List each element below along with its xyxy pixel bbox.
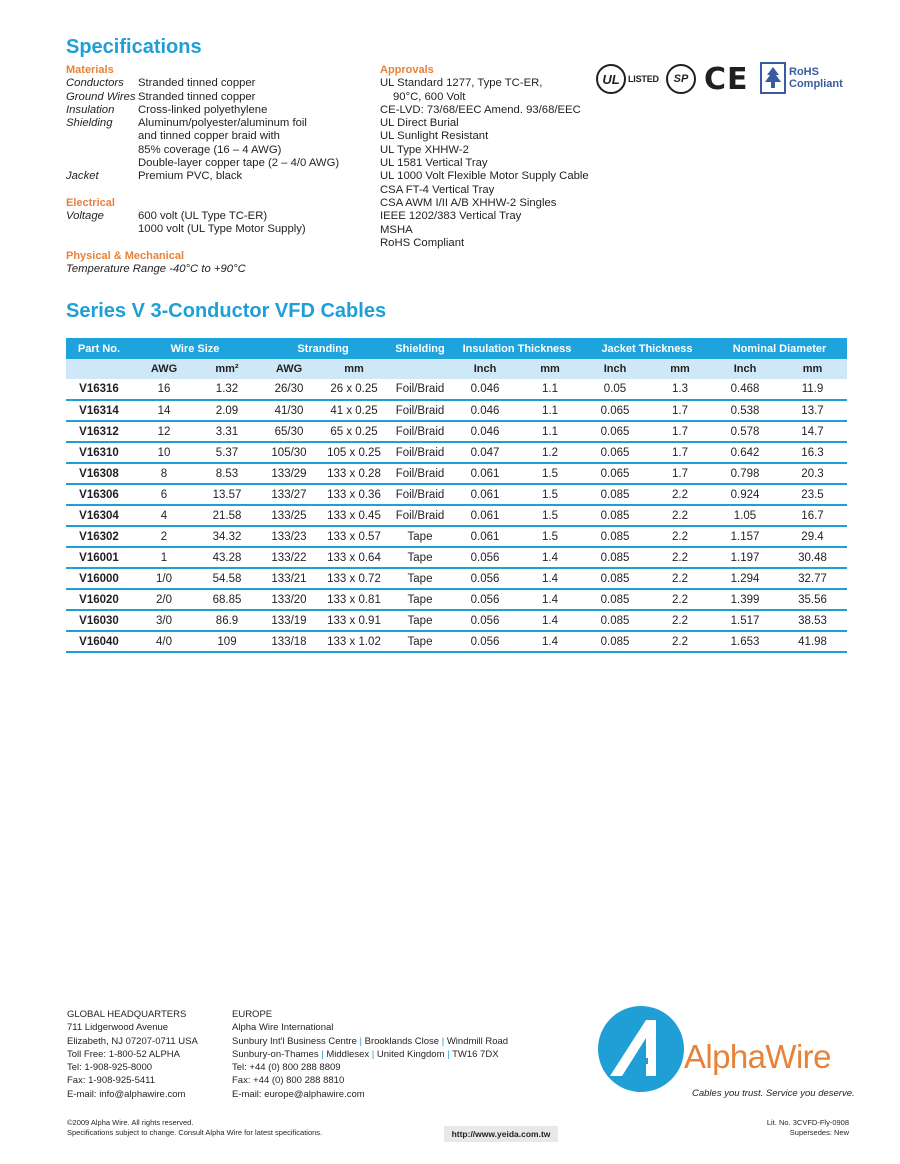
table-cell: Foil/Braid	[388, 505, 452, 526]
table-cell: 1.4	[518, 568, 582, 589]
alphawire-tagline: Cables you trust. Service you deserve.	[692, 1088, 855, 1099]
table-cell: 133 x 0.64	[320, 547, 388, 568]
europe-line: Fax: +44 (0) 800 288 8810	[232, 1075, 345, 1087]
table-cell: 0.924	[712, 484, 778, 505]
sub-inch: Inch	[452, 359, 518, 379]
materials-heading: Materials	[66, 64, 114, 76]
europe-address	[232, 1008, 508, 1101]
table-cell: 86.9	[196, 610, 258, 631]
hq-line: Fax: 1-908-925-5411	[67, 1075, 156, 1087]
table-cell: 1.157	[712, 526, 778, 547]
ul-listed-label: LISTED	[628, 74, 659, 84]
specifications-title: Specifications	[66, 36, 202, 58]
table-cell: 1.517	[712, 610, 778, 631]
table-cell: 1.197	[712, 547, 778, 568]
table-cell: 133/25	[258, 505, 320, 526]
table-cell: 2.2	[648, 526, 712, 547]
table-row	[66, 631, 847, 652]
table-cell: Foil/Braid	[388, 400, 452, 421]
table-cell: 26 x 0.25	[320, 379, 388, 400]
table-cell: 133/27	[258, 484, 320, 505]
table-cell: 1.7	[648, 421, 712, 442]
table-cell: 0.056	[452, 631, 518, 652]
table-cell: 0.578	[712, 421, 778, 442]
part-number-cell: V16316	[66, 379, 132, 400]
table-cell: 38.53	[778, 610, 847, 631]
table-cell: 2	[132, 526, 196, 547]
table-cell: 8.53	[196, 463, 258, 484]
europe-line: Tel: +44 (0) 800 288 8809	[232, 1062, 341, 1074]
col-insulation-thickness: Insulation Thickness	[452, 338, 582, 359]
table-cell: 0.056	[452, 610, 518, 631]
table-cell: 1.7	[648, 400, 712, 421]
table-cell: 0.085	[582, 484, 648, 505]
table-cell: 1.4	[518, 631, 582, 652]
part-number-cell: V16308	[66, 463, 132, 484]
table-cell: 133/21	[258, 568, 320, 589]
table-cell: 13.7	[778, 400, 847, 421]
table-cell: 16	[132, 379, 196, 400]
table-cell: 0.642	[712, 442, 778, 463]
table-cell: 30.48	[778, 547, 847, 568]
table-row	[66, 400, 847, 421]
table-cell: Tape	[388, 589, 452, 610]
table-cell: 1.5	[518, 463, 582, 484]
table-cell: 16.7	[778, 505, 847, 526]
approvals-column	[380, 64, 620, 250]
table-cell: 54.58	[196, 568, 258, 589]
sub-inch: Inch	[712, 359, 778, 379]
spec-row-jacket	[66, 170, 366, 183]
table-cell: 133 x 0.72	[320, 568, 388, 589]
table-cell: 1.399	[712, 589, 778, 610]
rohs-logo	[760, 62, 843, 94]
table-cell: 1	[132, 547, 196, 568]
table-cell: 41.98	[778, 631, 847, 652]
table-cell: 1.5	[518, 484, 582, 505]
table-cell: 8	[132, 463, 196, 484]
shielding-continuation: 85% coverage (16 – 4 AWG)	[138, 143, 282, 156]
table-cell: 6	[132, 484, 196, 505]
europe-line: Sunbury-on-Thames | Middlesex | United Kingdom | TW16 7DX	[232, 1048, 499, 1060]
sub-mm: mm	[518, 359, 582, 379]
table-row	[66, 568, 847, 589]
ul-icon: UL	[596, 64, 626, 94]
table-cell: 34.32	[196, 526, 258, 547]
table-cell: 133/18	[258, 631, 320, 652]
approval-line: CSA FT-4 Vertical Tray	[380, 183, 495, 196]
table-cell: 12	[132, 421, 196, 442]
col-wire-size: Wire Size	[132, 338, 258, 359]
approval-line: UL Direct Burial	[380, 117, 459, 130]
part-number-cell: V16302	[66, 526, 132, 547]
table-cell: 0.085	[582, 526, 648, 547]
table-row	[66, 379, 847, 400]
table-cell: 0.046	[452, 379, 518, 400]
table-cell: 0.056	[452, 568, 518, 589]
table-cell: 0.065	[582, 463, 648, 484]
table-cell: 0.046	[452, 400, 518, 421]
spec-label: Shielding	[66, 117, 113, 130]
table-cell: 1.4	[518, 610, 582, 631]
table-cell: 2.2	[648, 631, 712, 652]
approval-line: IEEE 1202/383 Vertical Tray	[380, 210, 522, 223]
table-cell: 133/19	[258, 610, 320, 631]
spec-value: 600 volt (UL Type TC-ER)	[138, 209, 268, 222]
table-cell: Foil/Braid	[388, 463, 452, 484]
table-cell: 0.061	[452, 526, 518, 547]
table-cell: 133 x 0.28	[320, 463, 388, 484]
table-cell: 0.05	[582, 379, 648, 400]
table-cell: 3.31	[196, 421, 258, 442]
spec-label: Jacket	[66, 170, 99, 183]
table-row	[66, 421, 847, 442]
table-row	[66, 610, 847, 631]
rohs-tree-icon	[760, 62, 786, 94]
table-cell: 1.1	[518, 421, 582, 442]
table-cell: 29.4	[778, 526, 847, 547]
table-cell: 41 x 0.25	[320, 400, 388, 421]
csa-icon: SP	[666, 64, 696, 94]
table-subheader-row	[66, 359, 847, 379]
table-cell: 0.056	[452, 589, 518, 610]
ce-mark-icon: CE	[704, 62, 749, 97]
table-cell: 133/20	[258, 589, 320, 610]
table-header-row	[66, 338, 847, 359]
europe-line: Sunbury Int'l Business Centre | Brooklands Close | Windmill Road	[232, 1035, 509, 1047]
table-cell: 2.2	[648, 568, 712, 589]
spec-value: Premium PVC, black	[138, 170, 243, 183]
spec-row-shielding	[66, 117, 366, 130]
table-cell: 68.85	[196, 589, 258, 610]
table-cell: 133 x 0.57	[320, 526, 388, 547]
table-cell: Tape	[388, 526, 452, 547]
alphawire-mark-icon	[596, 1004, 686, 1094]
hq-line: Tel: 1-908-925-8000	[67, 1062, 153, 1074]
approval-line: UL Sunlight Resistant	[380, 130, 489, 143]
part-number-cell: V16020	[66, 589, 132, 610]
part-number-cell: V16030	[66, 610, 132, 631]
part-number-cell: V16306	[66, 484, 132, 505]
table-row	[66, 547, 847, 568]
table-cell: 21.58	[196, 505, 258, 526]
physical-heading: Physical & Mechanical	[66, 249, 184, 262]
table-cell: 4	[132, 505, 196, 526]
table-cell: Foil/Braid	[388, 484, 452, 505]
table-cell: Tape	[388, 568, 452, 589]
table-cell: 0.061	[452, 484, 518, 505]
voltage-continuation: 1000 volt (UL Type Motor Supply)	[138, 223, 306, 236]
table-cell: 0.538	[712, 400, 778, 421]
spec-row-insulation	[66, 104, 366, 117]
table-cell: 1.7	[648, 463, 712, 484]
approval-line: UL Standard 1277, Type TC-ER,	[380, 77, 543, 90]
table-cell: 2.2	[648, 505, 712, 526]
sub-awg: AWG	[132, 359, 196, 379]
approval-line: 90°C, 600 Volt	[393, 90, 466, 103]
alphawire-wordmark: AlphaWire	[684, 1038, 831, 1075]
table-cell: 2.2	[648, 547, 712, 568]
table-cell: 133 x 0.81	[320, 589, 388, 610]
table-cell: 1.2	[518, 442, 582, 463]
table-cell: 4/0	[132, 631, 196, 652]
part-number-cell: V16000	[66, 568, 132, 589]
spec-label: Insulation	[66, 103, 115, 116]
part-number-cell: V16001	[66, 547, 132, 568]
col-jacket-thickness: Jacket Thickness	[582, 338, 712, 359]
table-cell: 0.047	[452, 442, 518, 463]
literature-number	[720, 1118, 849, 1138]
website-url[interactable]: http://www.yeida.com.tw	[444, 1126, 558, 1142]
table-cell: 65/30	[258, 421, 320, 442]
approval-line: UL 1000 Volt Flexible Motor Supply Cable	[380, 170, 589, 183]
europe-email: E-mail: europe@alphawire.com	[232, 1088, 365, 1100]
table-cell: 1.05	[712, 505, 778, 526]
spec-label: Voltage	[66, 209, 104, 222]
table-cell: 1.5	[518, 505, 582, 526]
table-cell: Tape	[388, 631, 452, 652]
table-cell: 14	[132, 400, 196, 421]
table-cell: 11.9	[778, 379, 847, 400]
approvals-heading: Approvals	[380, 64, 434, 76]
approval-line: RoHS Compliant	[380, 236, 465, 249]
ul-listed-logo	[596, 64, 659, 94]
table-cell: 133/22	[258, 547, 320, 568]
series-title: Series V 3-Conductor VFD Cables	[66, 300, 387, 322]
col-stranding: Stranding	[258, 338, 388, 359]
table-cell: 2.09	[196, 400, 258, 421]
table-cell: 0.065	[582, 421, 648, 442]
supersedes: Supersedes: New	[789, 1128, 849, 1137]
legal-notice	[67, 1118, 322, 1138]
table-cell: Foil/Braid	[388, 442, 452, 463]
table-cell: 133/23	[258, 526, 320, 547]
table-cell: 1.5	[518, 526, 582, 547]
spec-value: Stranded tinned copper	[138, 77, 256, 90]
table-row	[66, 463, 847, 484]
table-cell: 133 x 0.91	[320, 610, 388, 631]
table-cell: 0.085	[582, 547, 648, 568]
spec-label: Conductors	[66, 77, 124, 90]
spec-row-ground-wires	[66, 91, 366, 104]
copyright: ©2009 Alpha Wire. All rights reserved.	[67, 1118, 194, 1127]
sub-mm: mm	[320, 359, 388, 379]
sub-mm2: mm²	[196, 359, 258, 379]
table-cell: 0.085	[582, 568, 648, 589]
table-cell: 1.4	[518, 547, 582, 568]
table-cell: 1.3	[648, 379, 712, 400]
table-cell: Foil/Braid	[388, 379, 452, 400]
cable-specs-table	[66, 338, 847, 653]
table-cell: 1.4	[518, 589, 582, 610]
table-row	[66, 442, 847, 463]
approval-line: CE-LVD: 73/68/EEC Amend. 93/68/EEC	[380, 103, 581, 116]
temperature-range: Temperature Range -40°C to +90°C	[66, 262, 246, 275]
sub-mm: mm	[778, 359, 847, 379]
table-cell: 35.56	[778, 589, 847, 610]
spec-label: Ground Wires	[66, 90, 136, 103]
table-cell: 109	[196, 631, 258, 652]
approval-line: MSHA	[380, 223, 413, 236]
table-cell: 10	[132, 442, 196, 463]
table-cell: 41/30	[258, 400, 320, 421]
table-cell: 1.32	[196, 379, 258, 400]
part-number-cell: V16304	[66, 505, 132, 526]
electrical-heading: Electrical	[66, 196, 115, 209]
hq-email: E-mail: info@alphawire.com	[67, 1088, 186, 1100]
table-cell: 2.2	[648, 589, 712, 610]
approval-line: CSA AWM I/II A/B XHHW-2 Singles	[380, 196, 557, 209]
disclaimer: Specifications subject to change. Consult Alpha Wire for latest specifications.	[67, 1128, 323, 1137]
table-cell: 2.2	[648, 610, 712, 631]
table-cell: 105/30	[258, 442, 320, 463]
part-number-cell: V16040	[66, 631, 132, 652]
rohs-compliant-label: Compliant	[789, 78, 843, 90]
table-cell: 0.046	[452, 421, 518, 442]
part-number-cell: V16314	[66, 400, 132, 421]
table-cell: 26/30	[258, 379, 320, 400]
approval-line: UL Type XHHW-2	[380, 143, 469, 156]
table-cell: 0.061	[452, 505, 518, 526]
approval-line: UL 1581 Vertical Tray	[380, 157, 488, 170]
shielding-continuation: Double-layer copper tape (2 – 4/0 AWG)	[138, 157, 340, 170]
table-cell: 16.3	[778, 442, 847, 463]
lit-number: Lit. No. 3CVFD-Fly-0908	[766, 1118, 849, 1127]
table-cell: 0.798	[712, 463, 778, 484]
table-cell: 5.37	[196, 442, 258, 463]
hq-line: 711 Lidgerwood Avenue	[67, 1022, 169, 1034]
spec-row-voltage	[66, 210, 366, 223]
table-cell: 1.7	[648, 442, 712, 463]
table-cell: 0.085	[582, 610, 648, 631]
spec-value: Stranded tinned copper	[138, 90, 256, 103]
table-cell: 2/0	[132, 589, 196, 610]
shielding-continuation: and tinned copper braid with	[138, 130, 280, 143]
sub-mm: mm	[648, 359, 712, 379]
table-cell: Tape	[388, 610, 452, 631]
table-cell: 0.085	[582, 505, 648, 526]
col-shielding: Shielding	[388, 338, 452, 359]
table-cell: 32.77	[778, 568, 847, 589]
specs-left-column	[66, 64, 366, 276]
table-cell: 20.3	[778, 463, 847, 484]
sub-inch: Inch	[582, 359, 648, 379]
part-number-cell: V16310	[66, 442, 132, 463]
alphawire-logo	[596, 1004, 855, 1104]
sub-awg: AWG	[258, 359, 320, 379]
table-cell: 0.085	[582, 589, 648, 610]
table-cell: Tape	[388, 547, 452, 568]
table-cell: 0.468	[712, 379, 778, 400]
col-part-no: Part No.	[66, 338, 132, 359]
hq-address	[67, 1008, 198, 1101]
table-cell: 105 x 0.25	[320, 442, 388, 463]
certification-logos	[596, 62, 848, 98]
col-nominal-diameter: Nominal Diameter	[712, 338, 847, 359]
table-cell: 3/0	[132, 610, 196, 631]
table-row	[66, 484, 847, 505]
table-cell: 133 x 0.36	[320, 484, 388, 505]
table-cell: 1.1	[518, 400, 582, 421]
table-cell: 0.056	[452, 547, 518, 568]
europe-title: EUROPE	[232, 1009, 273, 1020]
table-cell: 14.7	[778, 421, 847, 442]
hq-line: Toll Free: 1-800-52 ALPHA	[67, 1048, 181, 1060]
table-cell: Foil/Braid	[388, 421, 452, 442]
spec-row-conductors	[66, 77, 366, 90]
table-cell: 1.653	[712, 631, 778, 652]
europe-line: Alpha Wire International	[232, 1022, 334, 1034]
table-row	[66, 505, 847, 526]
table-row	[66, 526, 847, 547]
hq-line: Elizabeth, NJ 07207-0711 USA	[67, 1035, 198, 1047]
table-cell: 0.065	[582, 400, 648, 421]
table-cell: 133 x 1.02	[320, 631, 388, 652]
table-cell: 0.061	[452, 463, 518, 484]
spec-value: Aluminum/polyester/aluminum foil	[138, 117, 307, 130]
spec-value: Cross-linked polyethylene	[138, 103, 268, 116]
part-number-cell: V16312	[66, 421, 132, 442]
table-cell: 133/29	[258, 463, 320, 484]
table-body	[66, 379, 847, 652]
table-cell: 1.1	[518, 379, 582, 400]
table-cell: 65 x 0.25	[320, 421, 388, 442]
table-cell: 43.28	[196, 547, 258, 568]
table-cell: 0.065	[582, 442, 648, 463]
table-cell: 13.57	[196, 484, 258, 505]
table-cell: 133 x 0.45	[320, 505, 388, 526]
table-cell: 0.085	[582, 631, 648, 652]
rohs-label: RoHS	[789, 66, 819, 78]
table-cell: 1/0	[132, 568, 196, 589]
table-row	[66, 589, 847, 610]
hq-title: GLOBAL HEADQUARTERS	[67, 1009, 187, 1020]
table-cell: 2.2	[648, 484, 712, 505]
table-cell: 23.5	[778, 484, 847, 505]
table-cell: 1.294	[712, 568, 778, 589]
